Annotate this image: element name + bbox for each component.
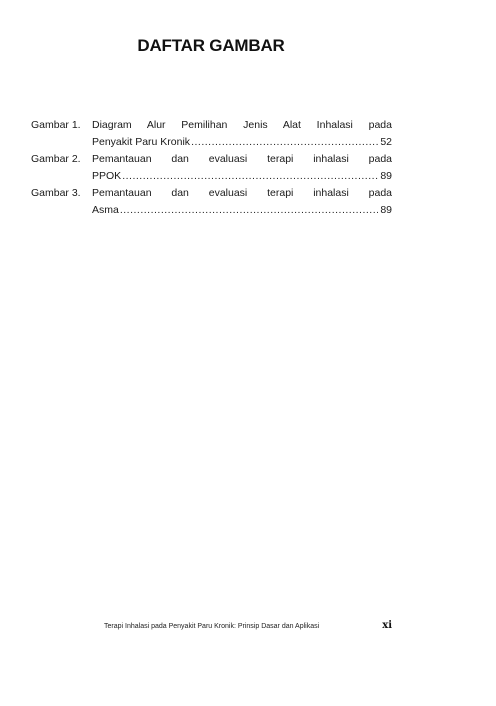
page-title: DAFTAR GAMBAR: [137, 36, 285, 55]
footer-page-number: xi: [382, 620, 392, 631]
figure-entry-page-number: 52: [380, 136, 392, 148]
dot-leader: [191, 134, 378, 151]
figure-entry-body: [92, 151, 392, 185]
figure-entry-title-line2: [92, 202, 392, 219]
figure-entry-title-line1: Diagram Alur Pemilihan Jenis Alat Inhalasi pada: [92, 119, 392, 131]
figure-entry-page-number: 89: [380, 204, 392, 216]
figure-entry-3[interactable]: [31, 185, 392, 219]
figure-entry-body: [92, 185, 392, 219]
figure-entry-title-line1: Pemantauan dan evaluasi terapi inhalasi pada: [92, 153, 392, 165]
figure-entry-body: [92, 117, 392, 151]
figure-entry-title-continuation: Asma: [92, 204, 119, 216]
figure-entry-page-number: 89: [380, 170, 392, 182]
figure-entry-label: Gambar 2.: [31, 153, 81, 165]
figure-entry-title-line2: [92, 168, 392, 185]
dot-leader: [120, 202, 378, 219]
figure-entry-title-line1: Pemantauan dan evaluasi terapi inhalasi pada: [92, 187, 392, 199]
footer-book-title: Terapi Inhalasi pada Penyakit Paru Kronik: Prinsip Dasar dan Aplikasi: [104, 623, 320, 630]
page-footer: [104, 620, 392, 631]
figure-entry-label: Gambar 3.: [31, 187, 81, 199]
figure-entry-2[interactable]: [31, 151, 392, 185]
dot-leader: [122, 168, 378, 185]
figure-entry-label: Gambar 1.: [31, 119, 81, 131]
figure-entry-title-continuation: PPOK: [92, 170, 122, 182]
figure-entry-title-line2: [92, 134, 392, 151]
figure-list: [31, 117, 392, 219]
figure-entry-1[interactable]: [31, 117, 392, 151]
figure-entry-title-continuation: Penyakit Paru Kronik: [92, 136, 191, 148]
